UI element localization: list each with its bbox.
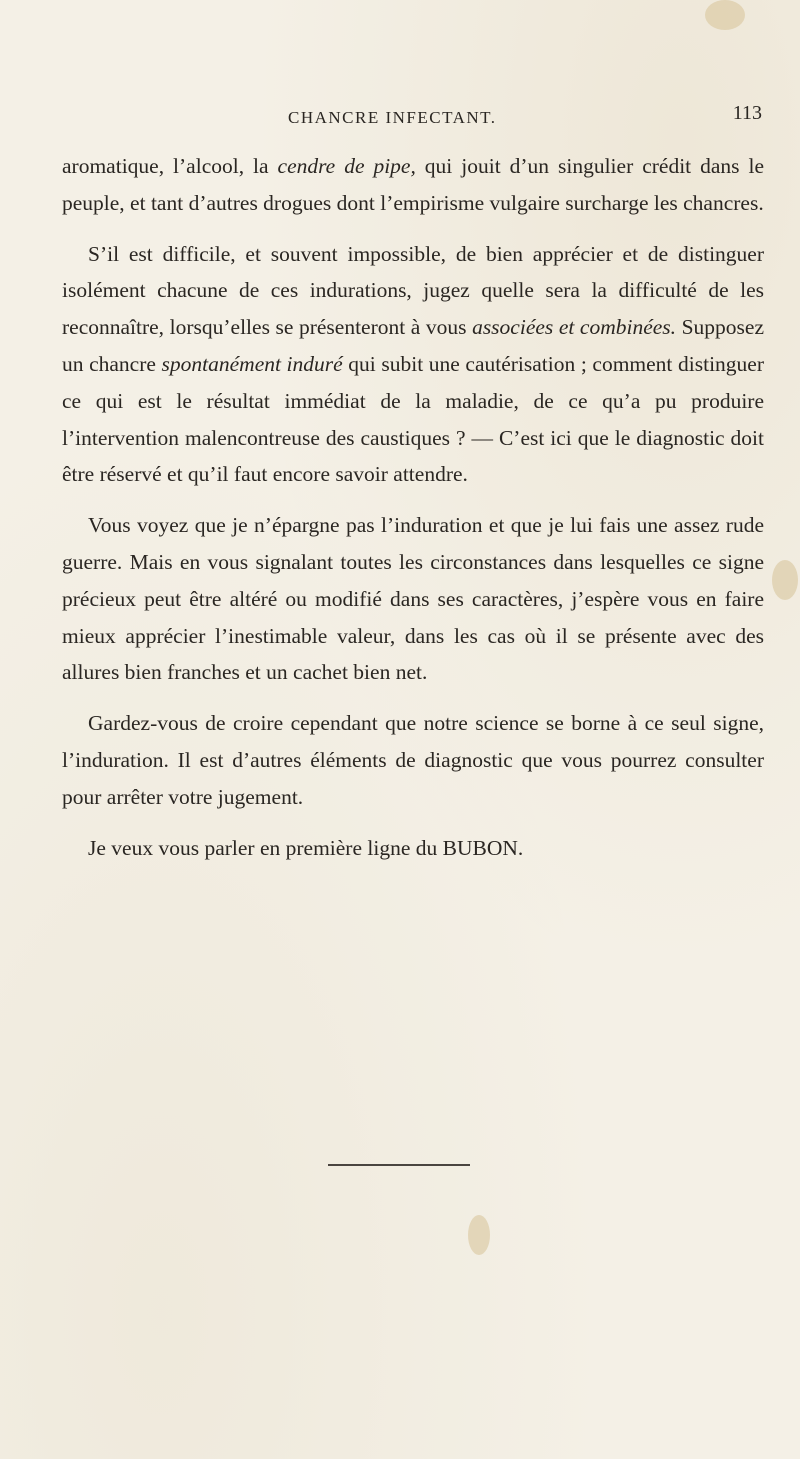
text-run: Supposez un chancre bbox=[62, 315, 764, 376]
italic-text: spontanément induré bbox=[161, 351, 343, 376]
paragraph bbox=[62, 236, 764, 494]
text-run: aromatique, l’alcool, la bbox=[62, 154, 278, 178]
body-text bbox=[62, 148, 764, 880]
paragraph bbox=[62, 148, 764, 222]
paragraph bbox=[62, 830, 764, 867]
paragraph bbox=[62, 507, 764, 691]
page-number: 113 bbox=[732, 102, 762, 124]
section-divider bbox=[328, 1164, 470, 1166]
paper-stain bbox=[705, 0, 745, 30]
paragraph bbox=[62, 705, 764, 815]
paper-stain bbox=[772, 560, 798, 600]
text-run: Vous voyez que je n’épargne pas l’induration et que je lui fais une assez rude guerre. Mais en vous signalant toutes les circonstances dans lesquelles ce signe précieux peut être altéré ou modifié dans ses caractères, j’espère vous en faire mieux apprécier l’inestimable valeur, dans les cas où il se présente avec des allures bien franches et un cachet bien net. bbox=[62, 513, 764, 685]
italic-text: cendre de pipe, bbox=[277, 154, 416, 178]
text-run: qui jouit d’un singulier crédit dans le peuple, et tant d’autres drogues dont l’empirisme vulgaire surcharge les chancres. bbox=[62, 154, 764, 215]
italic-text: associées et combinées. bbox=[472, 315, 677, 340]
text-run: Gardez-vous de croire cependant que notre science se borne à ce seul signe, l’induration. Il est d’autres éléments de diagnostic que vous pourrez consulter pour arrêter votre jugement. bbox=[62, 711, 764, 809]
running-title: CHANCRE INFECTANT. bbox=[288, 108, 497, 127]
running-head bbox=[62, 102, 762, 132]
paper-stain bbox=[468, 1215, 490, 1255]
text-run: S’il est difficile, et souvent impossible, de bien apprécier et de distinguer isolément chacune de ces indurations, jugez quelle sera la difficulté de les reconnaître, lorsqu’elles se présenteront à vous bbox=[62, 241, 764, 340]
text-run: Je veux vous parler en première ligne du BUBON. bbox=[88, 835, 524, 860]
text-run: qui subit une cautérisation ; comment distinguer ce qui est le résultat immédiat de la maladie, de ce qu’a pu produire l’intervention malencontreuse des caustiques ? — C’est ici que le diagnostic doit être réservé et qu’il faut encore savoir attendre. bbox=[62, 351, 764, 487]
